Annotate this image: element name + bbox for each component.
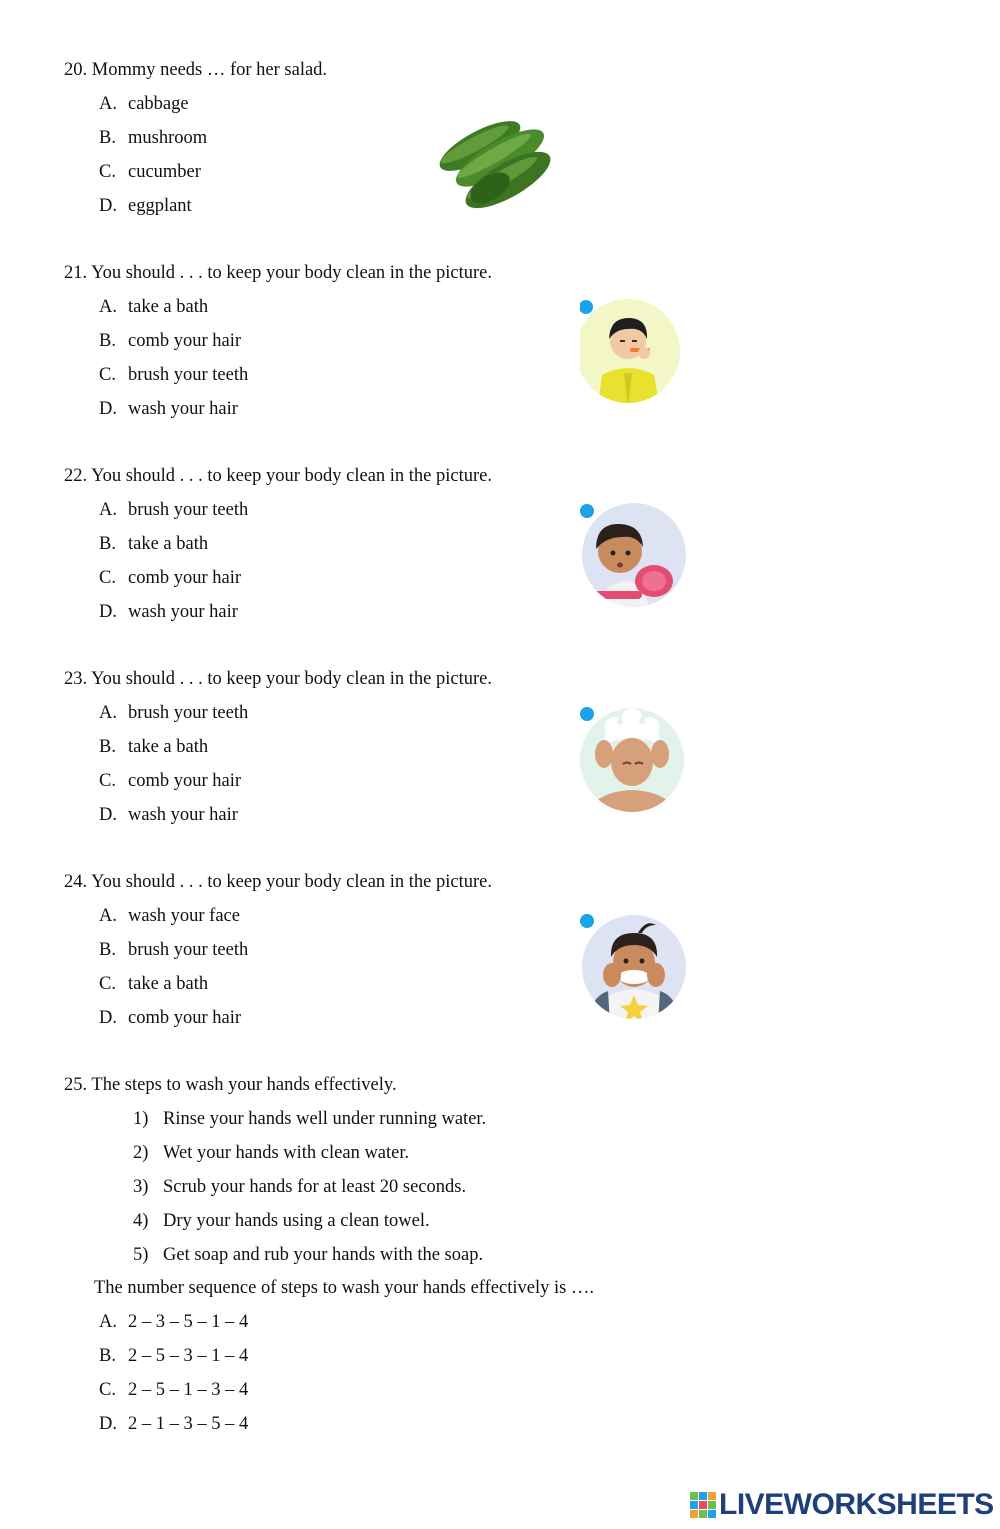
option-text: brush your teeth [128,365,249,385]
option-text: take a bath [128,534,209,554]
option-text: cucumber [128,162,201,182]
q25-option-c[interactable] [99,1380,248,1401]
q23-option-b[interactable] [99,737,208,758]
q20-option-a[interactable] [99,94,189,115]
option-letter: B. [99,128,116,148]
question-20: 20. Mommy needs … for her salad. [64,60,328,80]
q22-option-b[interactable] [99,534,208,555]
step-4 [133,1211,430,1232]
option-text: take a bath [128,737,209,757]
step-text: Wet your hands with clean water. [163,1143,410,1163]
logo-text: LIVEWORKSHEETS [719,1488,994,1521]
step-number: 5) [133,1245,149,1265]
q24-option-d[interactable] [99,1008,241,1029]
boy-bathing-image [580,497,690,612]
option-letter: B. [99,534,116,554]
option-letter: B. [99,940,116,960]
option-letter: A. [99,703,117,723]
option-letter: C. [99,365,116,385]
step-text: Scrub your hands for at least 20 seconds. [163,1177,467,1197]
question-23: 23. You should . . . to keep your body clean in the picture. [64,669,493,689]
option-text: brush your teeth [128,703,249,723]
option-letter: B. [99,331,116,351]
option-text: take a bath [128,974,209,994]
q24-option-b[interactable] [99,940,248,961]
option-text: 2 – 3 – 5 – 1 – 4 [128,1312,249,1332]
option-letter: C. [99,568,116,588]
option-letter: A. [99,94,117,114]
q24-option-a[interactable] [99,906,240,927]
option-letter: D. [99,1414,117,1434]
option-text: 2 – 5 – 3 – 1 – 4 [128,1346,249,1366]
liveworksheets-logo[interactable] [690,1488,994,1522]
option-text: eggplant [128,196,192,216]
q21-option-d[interactable] [99,399,238,420]
option-letter: D. [99,805,117,825]
option-letter: A. [99,297,117,317]
option-text: brush your teeth [128,500,249,520]
q25-option-a[interactable] [99,1312,248,1333]
q20-option-d[interactable] [99,196,192,217]
q21-option-a[interactable] [99,297,208,318]
option-text: comb your hair [128,771,242,791]
q24-option-c[interactable] [99,974,208,995]
option-letter: D. [99,399,117,419]
option-text: mushroom [128,128,208,148]
q25-option-b[interactable] [99,1346,248,1367]
option-letter: D. [99,196,117,216]
option-letter: C. [99,974,116,994]
option-letter: C. [99,771,116,791]
option-letter: C. [99,162,116,182]
option-text: wash your hair [128,602,238,622]
question-24: 24. You should . . . to keep your body clean in the picture. [64,872,493,892]
step-number: 2) [133,1143,149,1163]
option-text: comb your hair [128,331,242,351]
q23-option-a[interactable] [99,703,248,724]
option-letter: A. [99,906,117,926]
q21-option-c[interactable] [99,365,248,386]
q20-option-c[interactable] [99,162,201,183]
q21-option-b[interactable] [99,331,241,352]
step-text: Dry your hands using a clean towel. [163,1211,430,1231]
q22-option-a[interactable] [99,500,248,521]
step-number: 1) [133,1109,149,1129]
step-5 [133,1245,483,1266]
q23-option-c[interactable] [99,771,241,792]
step-text: Rinse your hands well under running water. [163,1109,487,1129]
option-text: wash your hair [128,399,238,419]
question-22: 22. You should . . . to keep your body clean in the picture. [64,466,493,486]
q23-option-d[interactable] [99,805,238,826]
step-1 [133,1109,486,1130]
q22-option-c[interactable] [99,568,241,589]
option-letter: A. [99,500,117,520]
step-3 [133,1177,466,1198]
option-text: brush your teeth [128,940,249,960]
option-text: 2 – 1 – 3 – 5 – 4 [128,1414,249,1434]
liveworksheets-logo-icon [690,1492,716,1518]
option-text: 2 – 5 – 1 – 3 – 4 [128,1380,249,1400]
question-25-prompt: The number sequence of steps to wash your hands effectively is …. [94,1278,595,1298]
option-letter: C. [99,1380,116,1400]
option-text: comb your hair [128,568,242,588]
q22-option-d[interactable] [99,602,238,623]
question-21: 21. You should . . . to keep your body clean in the picture. [64,263,493,283]
option-text: cabbage [128,94,189,114]
option-letter: B. [99,737,116,757]
step-number: 3) [133,1177,149,1197]
boy-washing-hair-image [580,700,690,818]
question-25: 25. The steps to wash your hands effectively. [64,1075,397,1095]
q20-option-b[interactable] [99,128,207,149]
option-letter: D. [99,1008,117,1028]
boy-brushing-teeth-image [580,293,680,408]
boy-washing-face-image [580,905,690,1023]
cucumber-image [430,98,570,210]
option-text: comb your hair [128,1008,242,1028]
step-2 [133,1143,409,1164]
option-letter: A. [99,1312,117,1332]
step-number: 4) [133,1211,149,1231]
option-text: take a bath [128,297,209,317]
option-text: wash your face [128,906,240,926]
option-letter: D. [99,602,117,622]
option-text: wash your hair [128,805,238,825]
q25-option-d[interactable] [99,1414,248,1435]
option-letter: B. [99,1346,116,1366]
step-text: Get soap and rub your hands with the soap. [163,1245,484,1265]
